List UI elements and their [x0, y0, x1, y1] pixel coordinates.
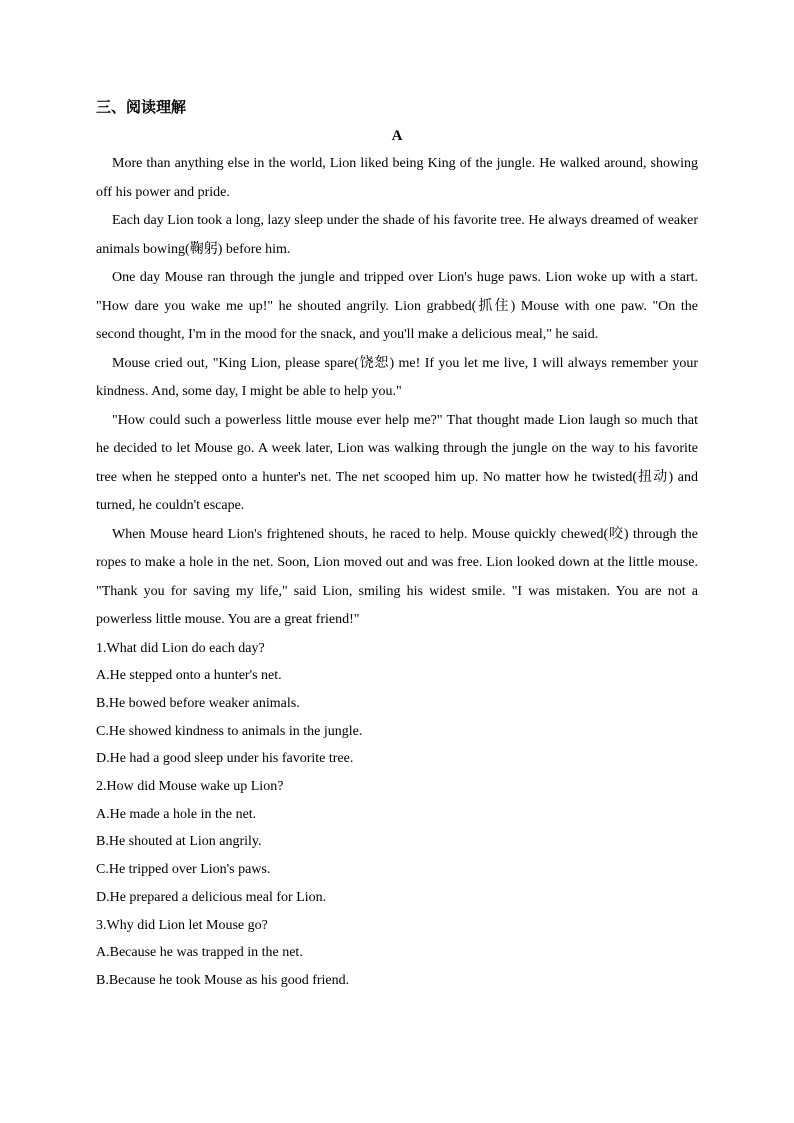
question-3	[96, 912, 698, 995]
question-option: A.He stepped onto a hunter's net.	[96, 668, 282, 684]
document-page	[96, 94, 698, 995]
question-stem: 2.How did Mouse wake up Lion?	[96, 779, 284, 795]
question-option: C.He showed kindness to animals in the jungle.	[96, 723, 363, 739]
question-option: D.He prepared a delicious meal for Lion.	[96, 889, 327, 905]
question-2	[96, 773, 698, 912]
question-stem: 3.Why did Lion let Mouse go?	[96, 917, 268, 933]
passage-paragraph: When Mouse heard Lion's frightened shouts, he raced to help. Mouse quickly chewed(咬) through the ropes to make a hole in the net. Soon, Lion moved out and was free. Lion looked down at the little mouse. "Thank you for saving my life," said Lion, smiling his widest smile. "I was mistaken. You are not a powerless little mouse. You are a great friend!"	[96, 526, 698, 627]
passage-paragraph: Mouse cried out, "King Lion, please spare(饶恕) me! If you let me live, I will always remember your kindness. And, some day, I might be able to help you."	[96, 355, 698, 399]
section-title: 三、阅读理解	[96, 98, 187, 116]
question-option: B.He bowed before weaker animals.	[96, 695, 300, 711]
question-1	[96, 635, 698, 774]
question-option: C.He tripped over Lion's paws.	[96, 862, 271, 878]
question-option: A.Because he was trapped in the net.	[96, 945, 303, 961]
question-option: D.He had a good sleep under his favorite tree.	[96, 751, 354, 767]
question-option: B.He shouted at Lion angrily.	[96, 834, 262, 850]
question-stem: 1.What did Lion do each day?	[96, 640, 265, 656]
passage-paragraph: More than anything else in the world, Lion liked being King of the jungle. He walked around, showing off his power and pride.	[96, 156, 698, 200]
passage-paragraph: "How could such a powerless little mouse ever help me?" That thought made Lion laugh so much that he decided to let Mouse go. A week later, Lion was walking through the jungle on the way to his favorite tree when he stepped onto a hunter's net. The net scooped him up. No matter how he twisted(扭动) and turned, he couldn't escape.	[96, 412, 698, 513]
question-list	[96, 635, 698, 995]
passage-paragraph: One day Mouse ran through the jungle and tripped over Lion's huge paws. Lion woke up with a start. "How dare you wake me up!" he shouted angrily. Lion grabbed(抓住) Mouse with one paw. "On the second thought, I'm in the mood for the snack, and you'll make a delicious meal," he said.	[96, 270, 698, 342]
question-option: A.He made a hole in the net.	[96, 806, 257, 822]
passage-paragraph: Each day Lion took a long, lazy sleep under the shade of his favorite tree. He always dreamed of weaker animals bowing(鞠躬) before him.	[96, 213, 698, 257]
question-option: B.Because he took Mouse as his good friend.	[96, 972, 350, 988]
passage-letter: A	[391, 128, 403, 144]
passage-body	[96, 150, 698, 635]
